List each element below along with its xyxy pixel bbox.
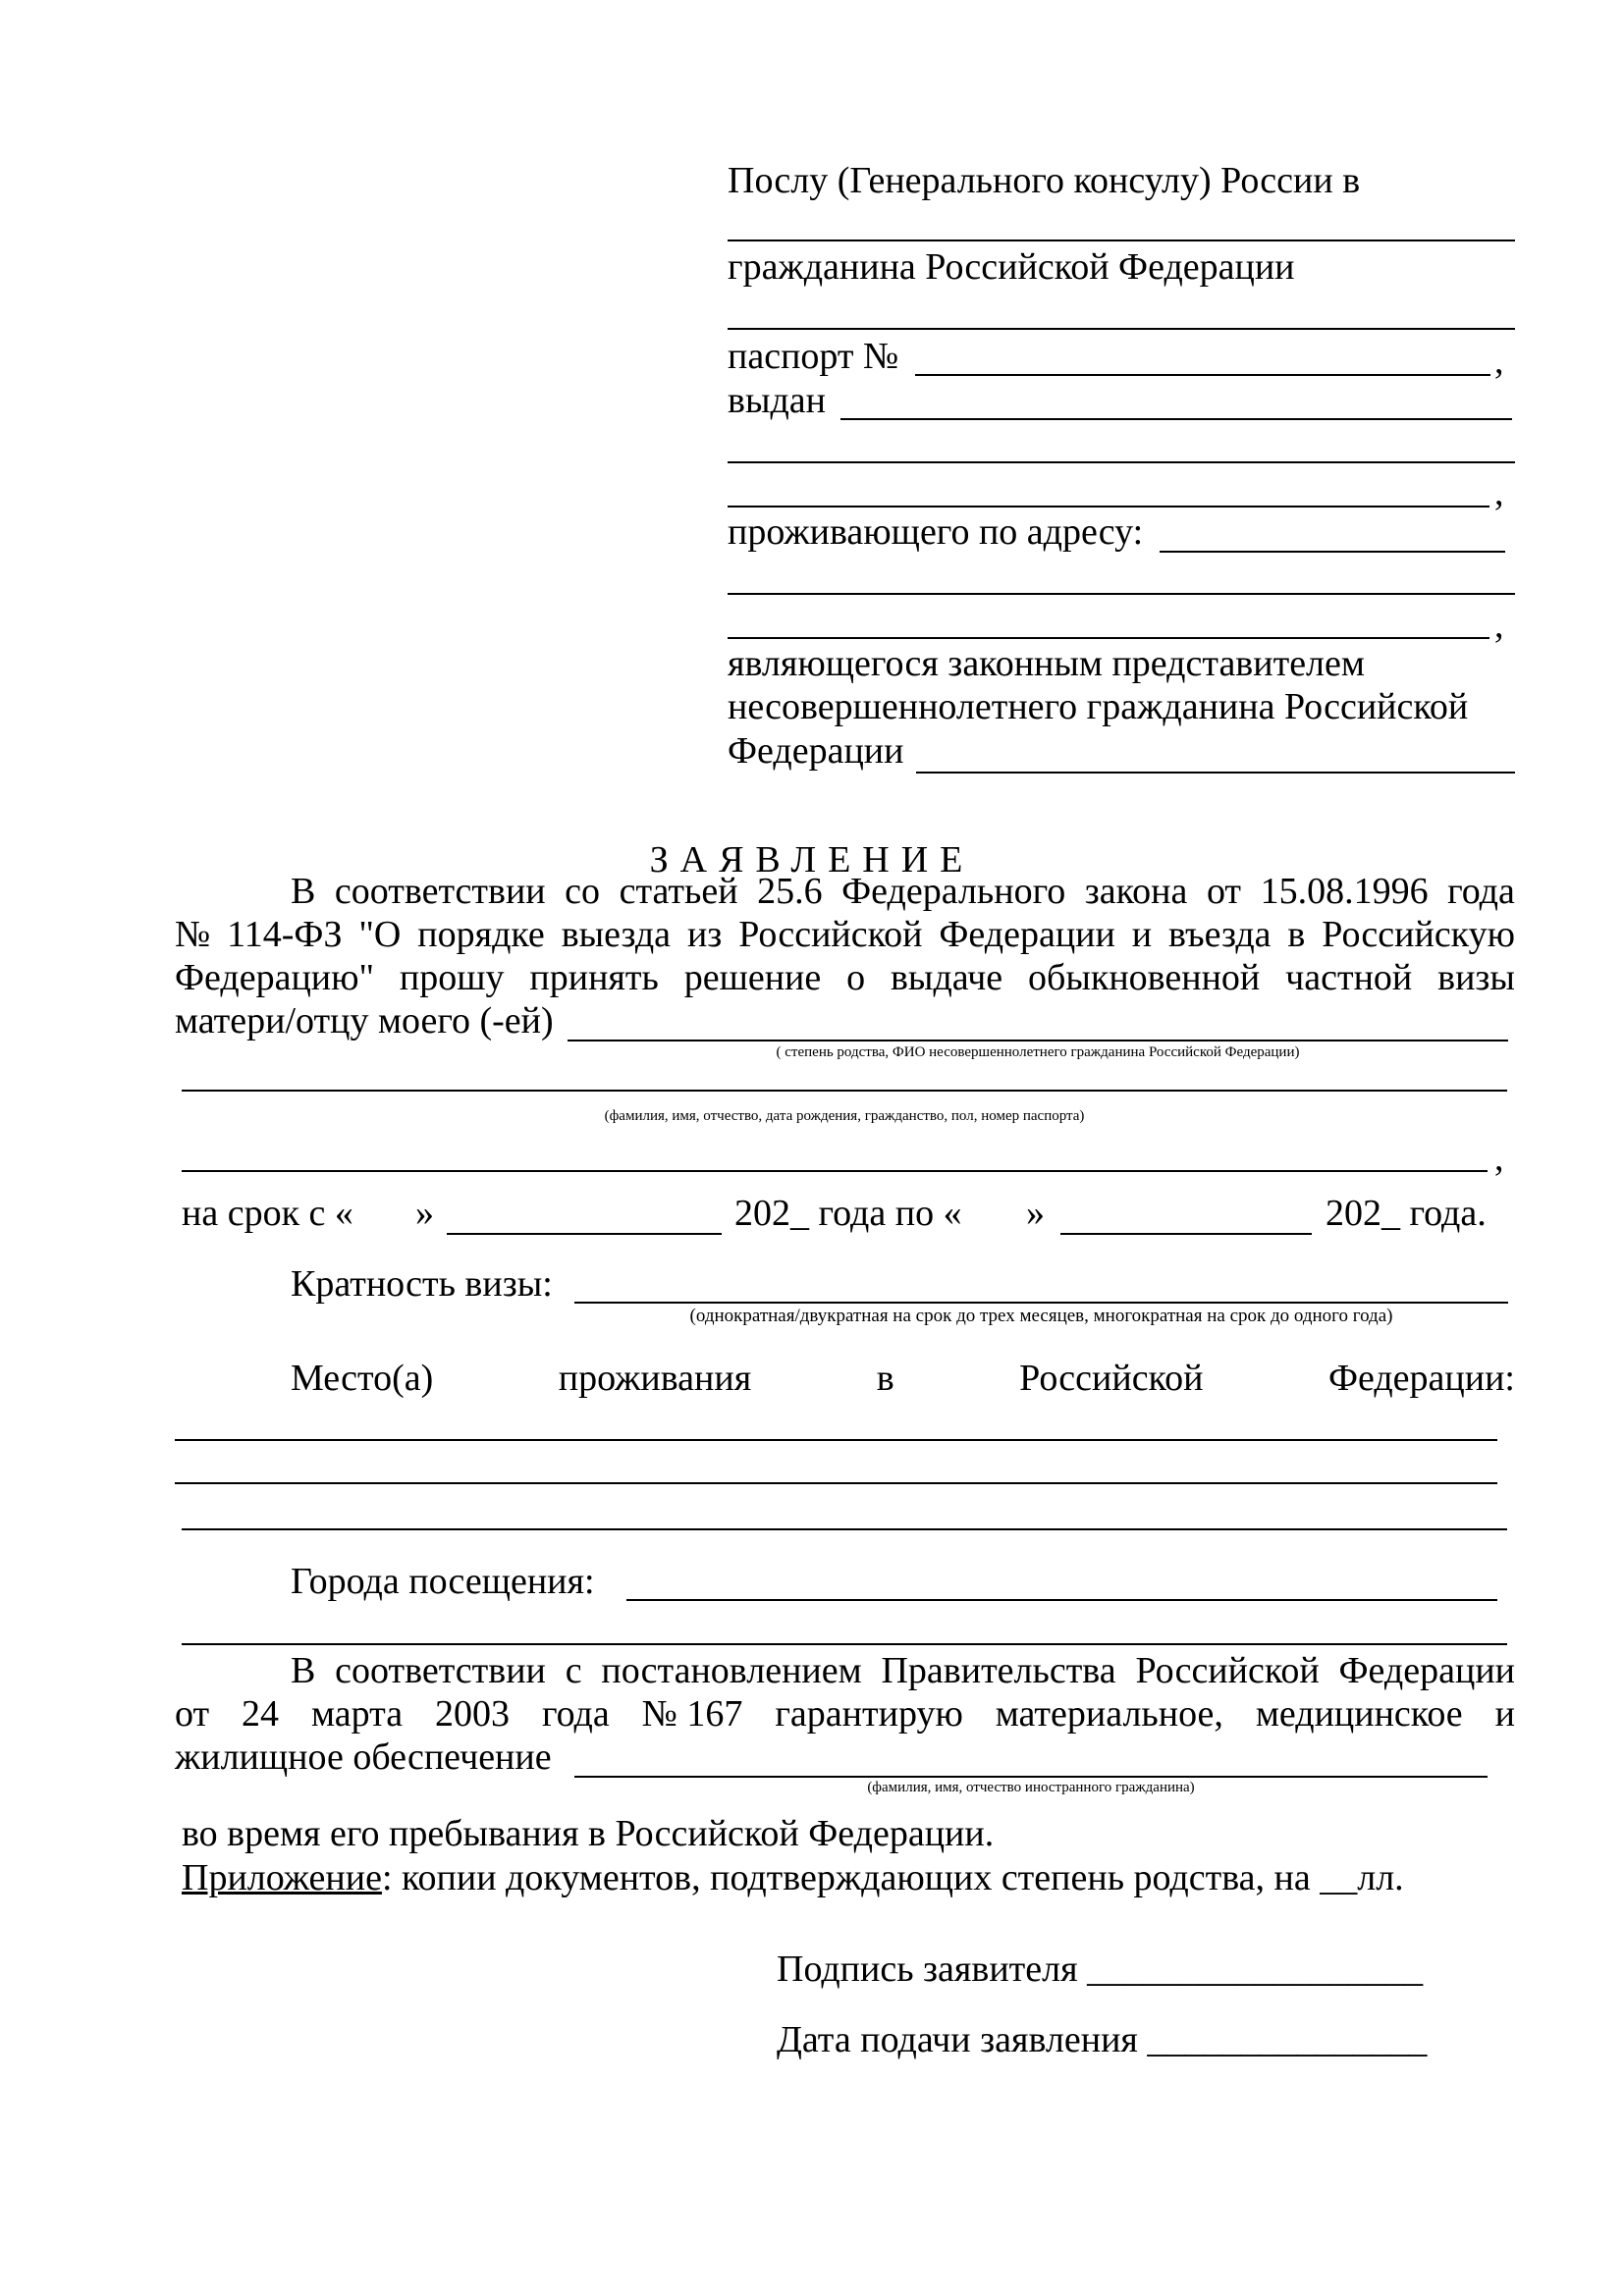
term-quote-1: » [415, 1193, 434, 1234]
representative-line-1: являющегося законным представителем [728, 643, 1365, 684]
residence-field-line3[interactable] [182, 1528, 1507, 1530]
residence-label: Место(а) проживания в Российской Федерации: [291, 1358, 1515, 1399]
support-label: жилищное обеспечение [175, 1736, 552, 1778]
signature-field[interactable]: __________________ [1087, 1949, 1424, 1990]
paragraph-1-line-2: № 114-ФЗ "О порядке выезда из Российской Федерации и въезда в Российскую [175, 914, 1515, 955]
term-suffix: 202_ года. [1326, 1193, 1487, 1234]
paragraph-2-line-2: от 24 марта 2003 года № 167 гарантирую материальное, медицинское и [175, 1693, 1515, 1735]
address-field-line2[interactable] [728, 593, 1515, 595]
address-label: проживающего по адресу: [728, 511, 1144, 553]
citizen-line: гражданина Российской Федерации [728, 246, 1295, 288]
term-end-field[interactable] [1060, 1233, 1312, 1235]
passport-label: паспорт № [728, 336, 899, 377]
paragraph-1-line-3: Федерацию" прошу принять решение о выдаче обыкновенной частной визы [175, 957, 1515, 998]
representative-line-3: Федерации [728, 730, 904, 772]
foreigner-name-field[interactable] [574, 1776, 1488, 1778]
cities-label: Города посещения: [291, 1561, 595, 1602]
issued-by-field-line2[interactable] [728, 461, 1515, 463]
issued-by-field-line3[interactable] [728, 506, 1489, 507]
relation-label: матери/отцу моего (-ей) [175, 1000, 554, 1041]
applicant-name-field[interactable] [728, 328, 1515, 330]
date-field[interactable]: _______________ [1147, 2019, 1428, 2060]
country-field[interactable] [728, 240, 1515, 241]
issued-by-field[interactable] [840, 418, 1512, 420]
representative-line-2: несовершеннолетнего гражданина Российской [728, 686, 1469, 727]
term-quote-2: » [1026, 1193, 1045, 1234]
foreigner-caption: (фамилия, имя, отчество иностранного гражданина) [867, 1780, 1195, 1795]
paragraph-1-line-1: В соответствии со статьей 25.6 Федерального закона от 15.08.1996 года [291, 871, 1515, 912]
term-prefix: на срок с « [182, 1193, 353, 1234]
residence-field-line2[interactable] [175, 1482, 1497, 1484]
comma: , [1494, 341, 1504, 382]
comma: , [1494, 605, 1504, 646]
multiplicity-caption: (однократная/двукратная на срок до трех месяцев, многократная на срок до одного года) [689, 1306, 1393, 1326]
person-details-field-line2[interactable] [182, 1170, 1488, 1172]
minor-name-field[interactable] [916, 772, 1515, 774]
appendix-text: : копии документов, подтверждающих степень родства, на __лл. [381, 1857, 1404, 1898]
passport-number-field[interactable] [915, 374, 1490, 376]
stay-line: во время его пребывания в Российской Федерации. [182, 1813, 995, 1854]
address-field[interactable] [1160, 551, 1505, 553]
addressee-line: Послу (Генерального консулу) России в [728, 160, 1361, 201]
appendix-label: Приложение [182, 1857, 382, 1898]
comma: , [1494, 1138, 1504, 1179]
cities-field-line2[interactable] [182, 1643, 1507, 1645]
signature-label: Подпись заявителя __________________ [777, 1949, 1424, 1990]
comma: , [1494, 472, 1504, 513]
appendix-line [182, 1856, 1404, 1899]
document-title: ЗАЯВЛЕНИЕ [649, 839, 975, 881]
date-label: Дата подачи заявления _______________ [777, 2019, 1428, 2060]
person-details-caption: (фамилия, имя, отчество, дата рождения, гражданство, пол, номер паспорта) [604, 1108, 1085, 1124]
person-details-field[interactable] [182, 1090, 1507, 1092]
residence-field-line1[interactable] [175, 1439, 1497, 1441]
relation-caption: ( степень родства, ФИО несовершеннолетнего гражданина Российской Федерации) [776, 1044, 1300, 1060]
paragraph-2-line-1: В соответствии с постановлением Правительства Российской Федерации [291, 1650, 1515, 1691]
term-middle: 202_ года по « [734, 1193, 962, 1234]
multiplicity-field[interactable] [574, 1302, 1508, 1304]
relation-field[interactable] [568, 1040, 1508, 1041]
multiplicity-label: Кратность визы: [291, 1263, 553, 1305]
address-field-line3[interactable] [728, 637, 1489, 639]
issued-label: выдан [728, 380, 827, 421]
cities-field[interactable] [626, 1599, 1497, 1601]
term-start-field[interactable] [447, 1233, 722, 1235]
